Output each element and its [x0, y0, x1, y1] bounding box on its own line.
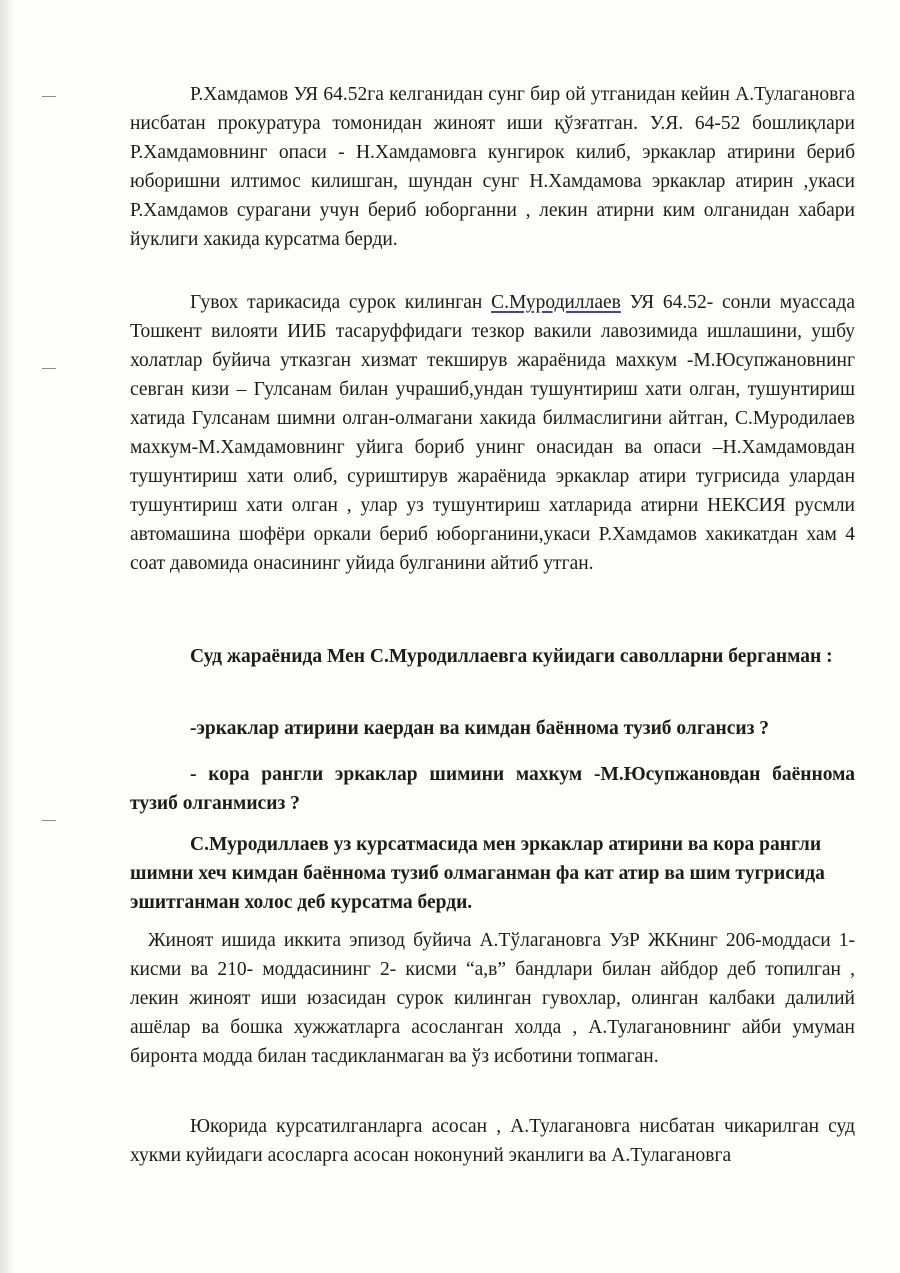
paragraph-criminal-case-summary: Жиноят ишида иккита эпизод буйича А.Тўлагановга УзР ЖКнинг 206-моддаси 1-кисми ва 210- моддасининг 2- кисми “а,в” бандлари билан айбдор деб топилган , лекин жиноят иши юзасидан сурок килинган гувохлар, олинган калбаки далилий ашёлар ва бошка хужжатларга асосланган холда , А.Тулагановнинг айби умуман биронта модда билан тасдикланмаган ва ўз исботини топмаган.: [130, 930, 855, 1067]
scan-edge-shadow: [0, 0, 14, 1273]
paragraph-murodillaev-testimony: [130, 288, 855, 578]
paragraph-witness-answer: С.Муродиллаев уз курсатмасида мен эркаклар атирини ва кора рангли шимни хеч кимдан баённома тузиб олмаганман фа кат атир ва шим тугрисида эшитганман холос деб курсатма берди.: [130, 834, 825, 913]
paragraph-conclusion: Юкорида курсатилганларга асосан , А.Тулагановга нисбатан чикарилган суд хукми куйидаги асосларга асосан ноконуний эканлиги ва А.Тулагановга: [130, 1116, 855, 1166]
paragraph-text: УЯ 64.52- сонли муассада Тошкент вилояти ИИБ тасаруффидаги тезкор вакили лавозимида ишлашини, ушбу холатлар буйича утказган хизмат текширув жараёнида махкум -М.Юсупжановнинг севган кизи – Гулсанам билан учрашиб,ундан тушунтириш хати олган, тушунтириш хатида Гулсанам шимни олган-олмагани хакида билмаслигини айтган, С.Муродилаев махкум-М.Хамдамовнинг уйига бориб унинг онасидан ва опаси –Н.Хамдамовдан тушунтириш хати олиб, суриштирув жараёнида эркаклар атири тугрисида улардан тушунтириш хати олган , улар уз тушунтириш хатларида атирни НЕКСИЯ русмли автомашина шофёри оркали бериб юборганини,укаси Р.Хамдамов хакикатдан хам 4 соат давомида онасининг уйида булганини айтиб утган.: [130, 292, 855, 574]
margin-tick-mark: [42, 820, 56, 821]
question-trousers: - кора рангли эркаклар шимини махкум -М.Юсупжановдан баённома тузиб олганмисиз ?: [130, 764, 855, 814]
margin-tick-mark: [42, 368, 56, 369]
underlined-witness-name: С.Муродиллаев: [491, 292, 621, 313]
margin-tick-mark: [42, 96, 56, 97]
paragraph-hamdamov-testimony: Р.Хамдамов УЯ 64.52га келганидан сунг бир ой утганидан кейин А.Тулагановга нисбатан прокуратура томонидан жиноят иши қўзғатган. У.Я. 64-52 бошлиқлари Р.Хамдамовнинг опаси - Н.Хамдамовга кунгирок килиб, эркаклар атирини бериб юборишни илтимос килишган, шундан сунг Н.Хамдамова эркаклар атирин ,укаси Р.Хамдамов сурагани учун бериб юборганни , лекин атирни ким олганидан хабари йуклиги хакида курсатма берди.: [130, 84, 855, 250]
paragraph-court-questions-intro: Суд жараёнида Мен С.Муродиллаевга куйидаги саволларни берганман :: [190, 646, 833, 667]
paragraph-text: Гувох тарикасида сурок килинган: [190, 292, 492, 313]
question-perfume: -эркаклар атирини каердан ва кимдан баённома тузиб олгансиз ?: [190, 718, 770, 739]
